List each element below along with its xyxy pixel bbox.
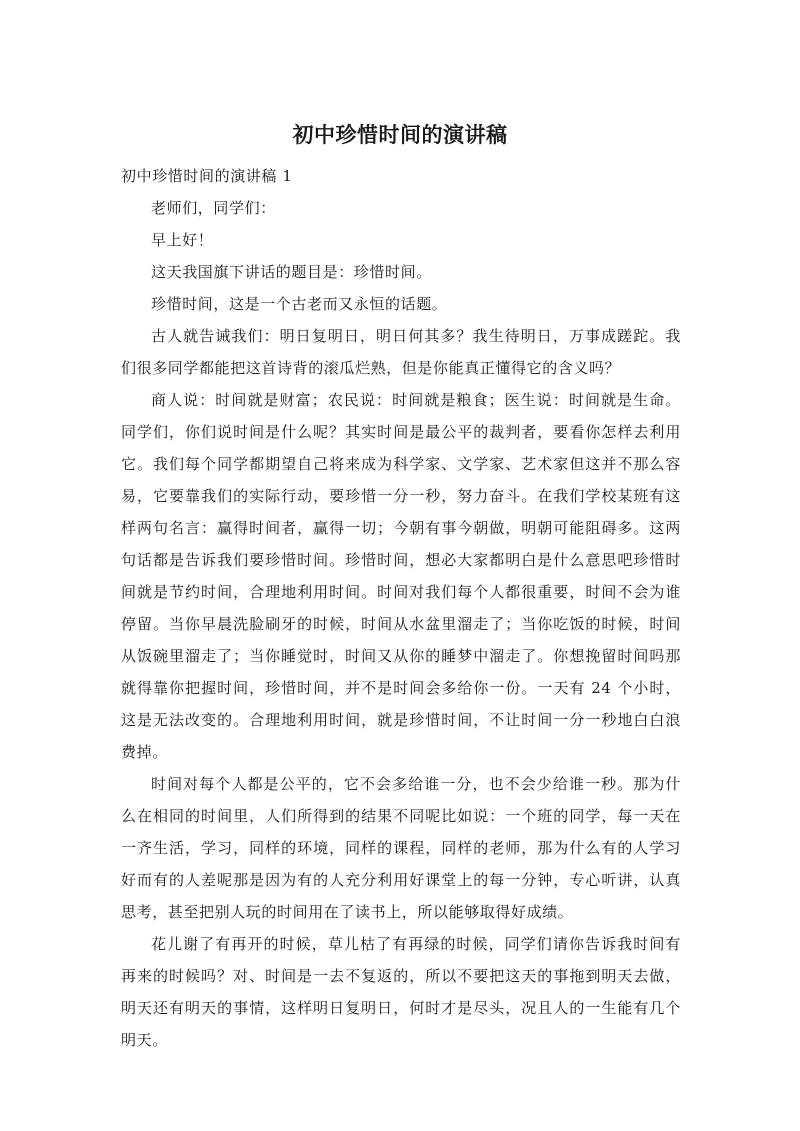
- paragraph-good-morning: 早上好！: [151, 231, 214, 249]
- document-body: [121, 160, 681, 1056]
- paragraph-time-is-fair: 时间对每个人都是公平的，它不会多给谁一分，也不会少给谁一秒。那为什么在相同的时间里，人们所得到的结果不同呢比如说：一个班的同学，每一天在一齐生活，学习，同样的环境，同样的课程，同样的老师，那为什么有的人学习好而有的人差呢那是因为有的人充分利用好课堂上的每一分钟，专心听讲，认真思考，甚至把别人玩的时间用在了读书上，所以能够取得好成绩。: [121, 775, 681, 921]
- paragraph-topic: 这天我国旗下讲话的题目是：珍惜时间。: [151, 263, 432, 281]
- paragraph-what-is-time: 商人说：时间就是财富；农民说：时间就是粮食；医生说：时间就是生命。同学们，你们说时间是什么呢？其实时间是最公平的裁判者，要看你怎样去利用它。我们每个同学都期望自己将来成为科学家、文学家、艺术家但这并不那么容易，它要靠我们的实际行动，要珍惜一分一秒，努力奋斗。在我们学校某班有这样两句名言：赢得时间者，赢得一切；今朝有事今朝做，明朝可能阻碍多。这两句话都是告诉我们要珍惜时间。珍惜时间，想必大家都明白是什么意思吧珍惜时间就是节约时间，合理地利用时间。时间对我们每个人都很重要，时间不会为谁停留。当你早晨洗脸刷牙的时候，时间从水盆里溜走了；当你吃饭的时候，时间从饭碗里溜走了；当你睡觉时，时间又从你的睡梦中溜走了。你想挽留时间吗那就得靠你把握时间，珍惜时间，并不是时间会多给你一份。一天有 24 个小时，这是无法改变的。合理地利用时间，就是珍惜时间，不让时间一分一秒地白白浪费掉。: [121, 391, 681, 761]
- document-title: 初中珍惜时间的演讲稿: [292, 123, 508, 147]
- paragraph-theme: 珍惜时间，这是一个古老而又永恒的话题。: [151, 295, 448, 313]
- paragraph-greeting-audience: 老师们，同学们：: [151, 199, 276, 217]
- section-heading: 初中珍惜时间的演讲稿 1: [121, 167, 293, 185]
- paragraph-ancient-poem: 古人就告诫我们：明日复明日，明日何其多？我生待明日，万事成蹉跎。我们很多同学都能把这首诗背的滚瓜烂熟，但是你能真正懂得它的含义吗？: [121, 327, 681, 377]
- paragraph-no-return: 花儿谢了有再开的时候，草儿枯了有再绿的时候，同学们请你告诉我时间有再来的时候吗？对、时间是一去不复返的，所以不要把这天的事拖到明天去做，明天还有明天的事情，这样明日复明日，何时才是尽头，况且人的一生能有几个明天。: [121, 935, 681, 1049]
